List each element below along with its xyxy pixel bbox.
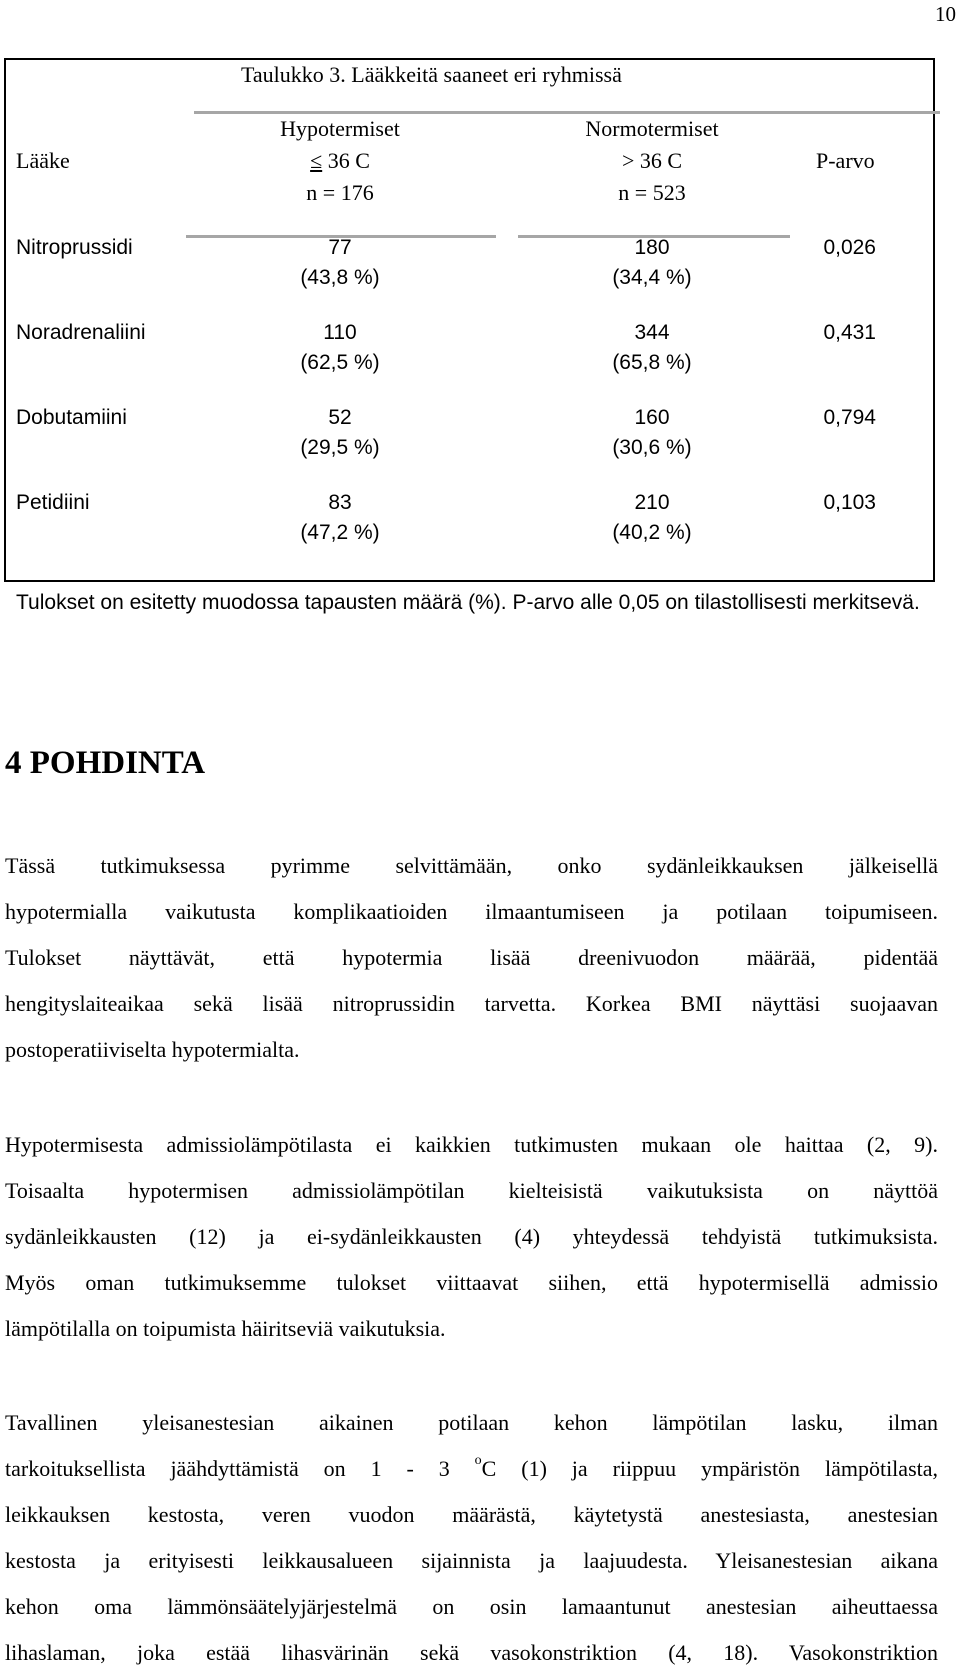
header-hypo-cond-value: 36 C (327, 148, 370, 173)
row-normo-count: 180 (634, 236, 670, 259)
paragraph-line: Tässä tutkimuksessa pyrimme selvittämään, onko sydänleikkauksen jälkeisellä (5, 853, 938, 878)
header-drug: Lääke (16, 148, 70, 173)
paragraph-2 (5, 1122, 938, 1352)
row-hypo-count: 83 (328, 491, 352, 514)
table-footnote: Tulokset on esitetty muodossa tapausten määrä (%). P-arvo alle 0,05 on tilastollisesti merkitsevä. (16, 591, 920, 614)
row-hypo-count: 110 (323, 321, 357, 344)
paragraph-line: Tulokset näyttävät, että hypotermia lisää dreenivuodon määrää, pidentää (5, 945, 938, 970)
header-hypo-condition (240, 145, 440, 177)
row-normo-count: 210 (634, 491, 670, 514)
paragraph-line-part: tarkoituksellista jäähdyttämistä on 1 - 3 (5, 1456, 450, 1481)
row-p-value: 0,794 (823, 406, 876, 429)
paragraph-line: postoperatiiviselta hypotermialta. (5, 1037, 300, 1062)
section-heading: 4 POHDINTA (5, 745, 206, 781)
paragraph-1 (5, 843, 938, 1073)
header-hypo-title: Hypotermiset (280, 116, 400, 141)
paragraph-line-part: C (1) ja riippuu ympäristön lämpötilasta, (481, 1456, 939, 1481)
paragraph-line (5, 1446, 938, 1492)
header-normo-n: n = 523 (618, 180, 686, 205)
row-normo-percent: (40,2 %) (612, 521, 692, 544)
row-normo-count: 160 (634, 406, 670, 429)
paragraph-line: sydänleikkausten (12) ja ei-sydänleikkausten (4) yhteydessä tehdyistä tutkimuksista. (5, 1224, 938, 1249)
row-normo-percent: (30,6 %) (612, 436, 692, 459)
paragraph-line: Myös oman tutkimuksemme tulokset viittaavat siihen, että hypotermisellä admissio (5, 1270, 938, 1295)
row-hypo-count: 52 (328, 406, 352, 429)
row-p-value: 0,431 (823, 321, 876, 344)
row-normo-percent: (34,4 %) (612, 266, 692, 289)
paragraph-line: lämpötilalla on toipumista häiritseviä vaikutuksia. (5, 1316, 446, 1341)
header-normo-cond-value: 36 C (639, 148, 683, 173)
row-normo-percent: (65,8 %) (612, 351, 692, 374)
header-hypo-cond-symbol: ≤ (310, 148, 323, 173)
row-hypo-percent: (47,2 %) (300, 521, 380, 544)
paragraph-line: hypotermialla vaikutusta komplikaatioiden ilmaantumiseen ja potilaan toipumiseen. (5, 899, 938, 924)
row-normo-count: 344 (634, 321, 670, 344)
paragraph-line: kehon oma lämmönsäätelyjärjestelmä on osin lamaantunut anestesian aiheuttaessa (5, 1594, 938, 1619)
row-drug-name: Noradrenaliini (16, 321, 146, 344)
paragraph-line: lihaslaman, joka estää lihasvärinän sekä vasokonstriktion (4, 18). Vasokonstriktion (5, 1640, 938, 1665)
header-normo (552, 113, 752, 209)
header-p-value: P-arvo (816, 148, 875, 173)
row-drug-name: Petidiini (16, 491, 90, 514)
paragraph-line: kestosta ja erityisesti leikkausalueen sijainnista ja laajuudesta. Yleisanestesian aikana (5, 1548, 938, 1573)
row-hypo-count: 77 (328, 236, 352, 259)
row-hypo-percent: (29,5 %) (300, 436, 380, 459)
page-number: 10 (935, 2, 956, 26)
table-caption: Taulukko 3. Lääkkeitä saaneet eri ryhmissä (241, 62, 622, 87)
paragraph-line: Toisaalta hypotermisen admissiolämpötilan kielteisistä vaikutuksista on näyttöä (5, 1178, 938, 1203)
row-drug-name: Nitroprussidi (16, 236, 133, 259)
paragraph-3 (5, 1400, 938, 1676)
header-normo-cond-symbol: > (621, 148, 635, 173)
header-hypo (240, 113, 440, 209)
row-hypo-percent: (62,5 %) (300, 351, 380, 374)
row-hypo-percent: (43,8 %) (300, 266, 380, 289)
row-p-value: 0,103 (823, 491, 876, 514)
paragraph-line: hengityslaiteaikaa sekä lisää nitroprussidin tarvetta. Korkea BMI näyttäsi suojaavan (5, 991, 938, 1016)
row-p-value: 0,026 (823, 236, 876, 259)
degree-superscript: o (474, 1453, 482, 1468)
header-normo-condition (552, 145, 752, 177)
paragraph-line: leikkauksen kestosta, veren vuodon määrästä, käytetystä anestesiasta, anestesian (5, 1502, 938, 1527)
header-hypo-n: n = 176 (306, 180, 374, 205)
row-drug-name: Dobutamiini (16, 406, 127, 429)
header-normo-title: Normotermiset (585, 116, 719, 141)
paragraph-line: Tavallinen yleisanestesian aikainen potilaan kehon lämpötilan lasku, ilman (5, 1410, 938, 1435)
paragraph-line: Hypotermisesta admissiolämpötilasta ei kaikkien tutkimusten mukaan ole haittaa (2, 9). (5, 1132, 938, 1157)
